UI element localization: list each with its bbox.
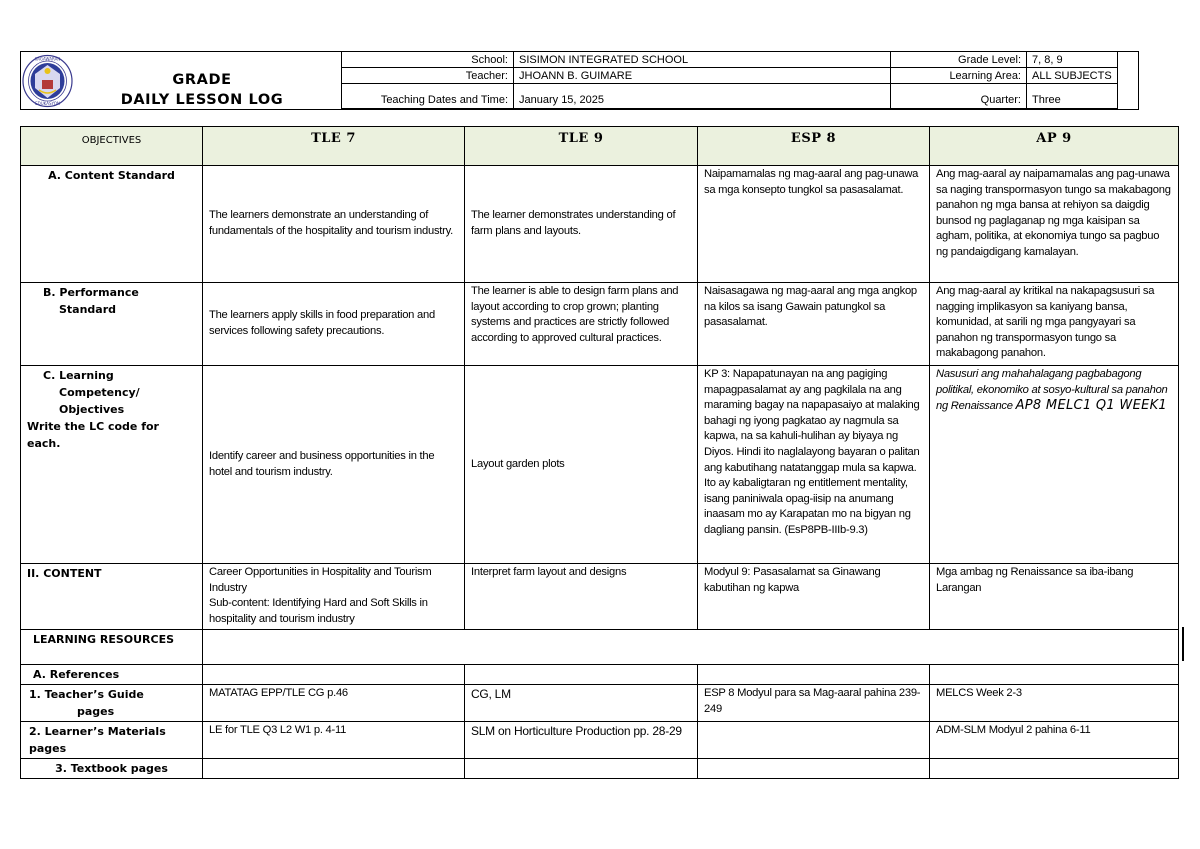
title-daily-lesson-log: DAILY LESSON LOG [120, 92, 284, 108]
competency-label-line3: Objectives [59, 403, 125, 416]
table-row-content-standard [21, 166, 1179, 283]
cell-performance-standard-ap9: Ang mag-aaral ay kritikal na nakapagsusuri sa nagging implikasyon sa kaniyang bansa, komunidad, at sarili ng mga pangyayari sa panahon ng transpormasyon tungo sa makabagong panahon. [930, 283, 1179, 366]
quarter-value: Three [1027, 84, 1118, 109]
cell-references-ap9 [930, 665, 1179, 685]
document-title [80, 70, 324, 110]
cell-teachers-guide-ap9: MELCS Week 2-3 [930, 685, 1179, 722]
column-header-esp8: ESP 8 [698, 127, 930, 166]
column-header-ap9: AP 9 [930, 127, 1179, 166]
grade-level-label: Grade Level: [891, 52, 1027, 68]
column-header-tle7: TLE 7 [203, 127, 465, 166]
cell-teachers-guide-esp8: ESP 8 Modyul para sa Mag-aaral pahina 239-249 [698, 685, 930, 722]
cell-textbook-ap9 [930, 759, 1179, 779]
competency-label-line4: Write the LC code for each. [27, 420, 159, 450]
cell-learners-materials-ap9: ADM-SLM Modyul 2 pahina 6-11 [930, 722, 1179, 759]
cell-competency-ap9 [930, 366, 1179, 564]
table-header-row [21, 127, 1179, 166]
table-row-textbook [21, 759, 1179, 779]
cell-content-standard-tle9: The learner demonstrates understanding of farm plans and layouts. [465, 166, 698, 283]
row-label-learning-resources: LEARNING RESOURCES [21, 630, 203, 665]
cell-learning-resources [203, 630, 1179, 665]
learning-area-value: ALL SUBJECTS [1027, 68, 1118, 84]
row-label-performance-standard [21, 283, 203, 366]
row-label-content-standard: A. Content Standard [21, 166, 203, 283]
cell-learners-materials-tle7: LE for TLE Q3 L2 W1 p. 4-11 [203, 722, 465, 759]
svg-text:KAGAWARAN: KAGAWARAN [34, 56, 61, 62]
content-tle7-main: Career Opportunities in Hospitality and Tourism Industry [209, 566, 432, 594]
teacher-label: Teacher: [342, 68, 514, 84]
row-label-content: II. CONTENT [21, 564, 203, 630]
cell-performance-standard-tle9: The learner is able to design farm plans and layout according to crop grown; planting systems and practices are strictly followed according to approved cultural practices. [465, 283, 698, 366]
row-label-learning-competency [21, 366, 203, 564]
table-row-content [21, 564, 1179, 630]
cell-content-standard-tle7: The learners demonstrate an understanding of fundamentals of the hospitality and tourism industry. [203, 166, 465, 283]
cell-competency-esp8: KP 3: Napapatunayan na ang pagiging mapagpasalamat ay ang pagkilala na ang maraming bagay na napapasaiyo at malaking bahagi ng iyong pagkatao ay nagmula sa kapwa, na sa kahuli-hulihan ay biyaya ng Diyos. Hindi ito naglalayong bayaran o palitan ang kabutihang natatanggap mula sa kapwa. Ito ay kabaligtaran ng entitlement mentality, isang paniniwala opag-iisip na anumang inaasam mo ay Karapatan mo na bigyan ng dagliang pansin. (EsP8PB-IIIb-9.3) [698, 366, 930, 564]
teacher-value: JHOANN B. GUIMARE [514, 68, 891, 84]
performance-label-line2: Standard [59, 303, 117, 316]
dates-label: Teaching Dates and Time: [342, 84, 514, 109]
content-tle7-subcontent: Sub-content: Identifying Hard and Soft Skills in hospitality and tourism industry [209, 597, 428, 625]
header-row-teacher [342, 68, 1118, 84]
header-row-dates [342, 84, 1118, 109]
table-row-references [21, 665, 1179, 685]
cell-references-tle7 [203, 665, 465, 685]
cell-performance-standard-tle7: The learners apply skills in food preparation and services following safety precautions. [203, 283, 465, 366]
teachers-guide-label-line1: 1. Teacher’s Guide [29, 688, 144, 701]
cell-performance-standard-esp8: Naisasagawa ng mag-aaral ang mga angkop na kilos sa isang Gawain patungkol sa pasasalamat. [698, 283, 930, 366]
cell-content-tle9: Interpret farm layout and designs [465, 564, 698, 630]
school-label: School: [342, 52, 514, 68]
table-row-teachers-guide [21, 685, 1179, 722]
objectives-header: OBJECTIVES [21, 127, 203, 166]
row-label-learners-materials: 2. Learner’s Materials pages [21, 722, 203, 759]
row-label-teachers-guide [21, 685, 203, 722]
lesson-log-table [20, 126, 1179, 779]
cell-textbook-esp8 [698, 759, 930, 779]
table-row-learning-resources [21, 630, 1179, 665]
table-right-edge-stub [1182, 627, 1184, 661]
cell-references-tle9 [465, 665, 698, 685]
cell-content-esp8: Modyul 9: Pasasalamat sa Ginawang kabutihan ng kapwa [698, 564, 930, 630]
cell-teachers-guide-tle7: MATATAG EPP/TLE CG p.46 [203, 685, 465, 722]
cell-competency-tle9: Layout garden plots [465, 366, 698, 564]
header-info-table [341, 51, 1118, 109]
cell-learners-materials-esp8 [698, 722, 930, 759]
column-header-tle9: TLE 9 [465, 127, 698, 166]
row-label-references: A. References [21, 665, 203, 685]
cell-teachers-guide-tle9: CG, LM [465, 685, 698, 722]
cell-learners-materials-tle9: SLM on Horticulture Production pp. 28-29 [465, 722, 698, 759]
cell-references-esp8 [698, 665, 930, 685]
quarter-label: Quarter: [891, 84, 1027, 109]
grade-level-value: 7, 8, 9 [1027, 52, 1118, 68]
row-label-textbook: 3. Textbook pages [21, 759, 203, 779]
performance-label-line1: B. Performance [43, 286, 139, 299]
competency-ap9-text: Nasusuri ang mahahalagang pagbabagong politikal, ekonomiko at sosyo-kultural sa panahon ng Renaissance [936, 368, 1168, 413]
title-grade: GRADE [172, 72, 232, 88]
table-row-performance-standard [21, 283, 1179, 366]
competency-label-line1: C. Learning [43, 369, 114, 382]
teachers-guide-label-line2: pages [77, 705, 115, 718]
deped-seal-icon [22, 54, 73, 108]
cell-textbook-tle9 [465, 759, 698, 779]
cell-content-ap9: Mga ambag ng Renaissance sa iba-ibang Larangan [930, 564, 1179, 630]
cell-content-tle7 [203, 564, 465, 630]
competency-ap9-code: AP8 MELC1 Q1 WEEK1 [1015, 398, 1167, 414]
school-value: SISIMON INTEGRATED SCHOOL [514, 52, 891, 68]
dates-value: January 15, 2025 [514, 84, 891, 109]
cell-competency-tle7: Identify career and business opportunities in the hotel and tourism industry. [203, 366, 465, 564]
cell-content-standard-ap9: Ang mag-aaral ay naipamamalas ang pag-unawa sa naging transpormasyon tungo sa makabagong panahon ng mga bansa at rehiyon sa daigdig bunsod ng paglaganap ng mga kaisipan sa agham, politika, at ekonomiya tungo sa pagbuo ng pandaigdigang kamalayan. [930, 166, 1179, 283]
cell-textbook-tle7 [203, 759, 465, 779]
header-row-school [342, 52, 1118, 68]
table-row-learners-materials [21, 722, 1179, 759]
competency-label-line2: Competency/ [59, 386, 140, 399]
table-row-learning-competency [21, 366, 1179, 564]
svg-text:EDUKASYON: EDUKASYON [35, 101, 60, 106]
cell-content-standard-esp8: Naipamamalas ng mag-aaral ang pag-unawa sa mga konsepto tungkol sa pasasalamat. [698, 166, 930, 283]
learning-area-label: Learning Area: [891, 68, 1027, 84]
